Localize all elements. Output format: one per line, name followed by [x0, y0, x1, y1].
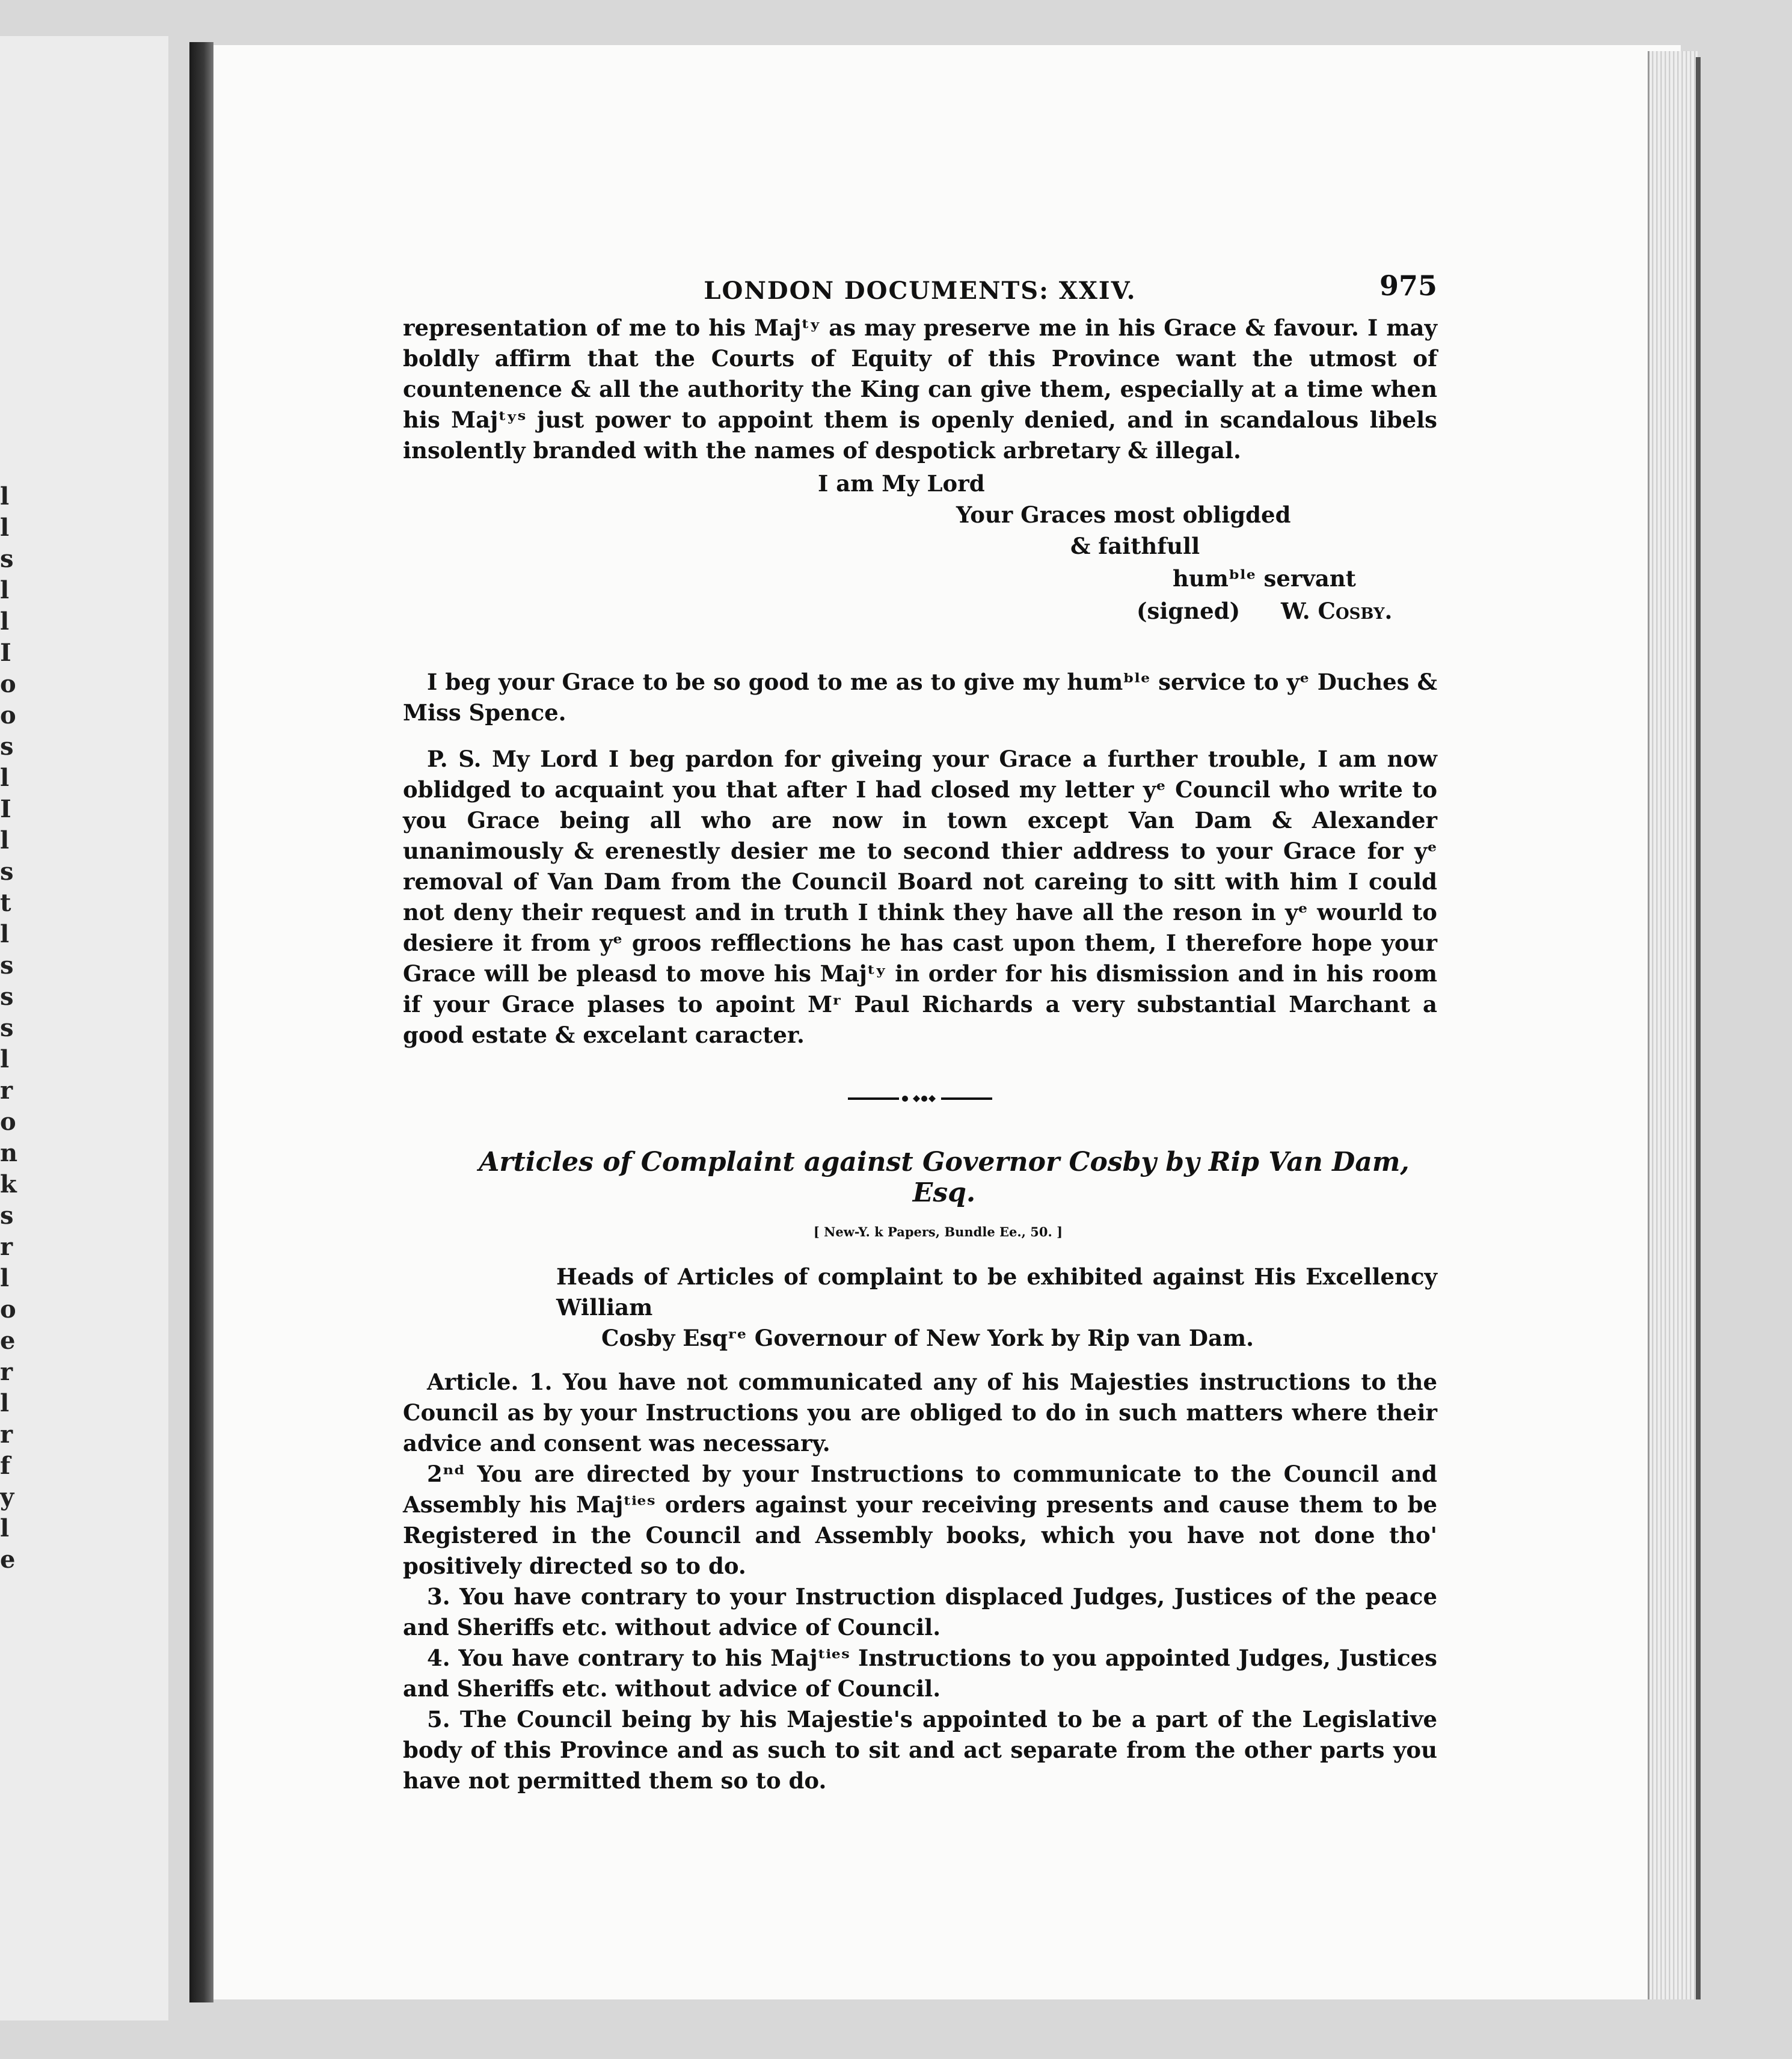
article-item: 4. You have contrary to his Majᵗⁱᵉˢ Instructions to you appointed Judges, Justices and Sheriffs etc. without advice of Council.	[403, 1645, 1437, 1702]
ornament-divider	[848, 1093, 992, 1105]
margin-char: r	[0, 1358, 13, 1386]
margin-char: o	[0, 1108, 16, 1136]
margin-char: l	[0, 920, 10, 948]
heads-line: Heads of Articles of complaint to be exhibited against His Excellency William	[556, 1263, 1437, 1321]
margin-char: t	[0, 889, 11, 917]
margin-char: s	[0, 951, 14, 980]
closing-line: Your Graces most obligded	[956, 502, 1291, 528]
margin-char: r	[0, 1233, 13, 1261]
margin-char: s	[0, 1014, 14, 1042]
margin-char: l	[0, 1045, 10, 1073]
margin-char: e	[0, 1545, 16, 1574]
closing-line: & faithfull	[1070, 533, 1200, 559]
margin-char: l	[0, 576, 10, 604]
margin-char: l	[0, 607, 10, 636]
margin-char: f	[0, 1452, 11, 1480]
book-outer-edge	[1696, 57, 1701, 1999]
article-item: 2ⁿᵈ You are directed by your Instructions to communicate to the Council and Assembly his Majᵗⁱᵉˢ orders against your receiving presents and cause them to be Registered in the Council and Assembly books, which you have not done tho' positively directed so to do.	[403, 1461, 1437, 1579]
margin-char: r	[0, 1420, 13, 1449]
margin-char: o	[0, 701, 16, 729]
margin-char: l	[0, 1514, 10, 1542]
margin-char: I	[0, 639, 11, 667]
heads-line: Cosby Esqʳᵉ Governour of New York by Rip van Dam.	[601, 1325, 1254, 1351]
margin-char: o	[0, 1295, 16, 1324]
margin-char: s	[0, 983, 14, 1011]
margin-char: s	[0, 732, 14, 761]
margin-char: o	[0, 670, 16, 698]
margin-char: n	[0, 1139, 18, 1167]
source-reference: [ New-Y. k Papers, Bundle Ee., 50. ]	[813, 1224, 1063, 1239]
margin-char: s	[0, 858, 14, 886]
letter-paragraph: I beg your Grace to be so good to me as to give my humᵇˡᵉ service to yᵉ Duches & Miss Spence.	[403, 669, 1437, 726]
previous-page-edge	[0, 36, 168, 2021]
signature-name: W. Cosby.	[1281, 598, 1393, 624]
postscript: P. S. My Lord I beg pardon for giveing your Grace a further trouble, I am now oblidged to acquaint you that after I had closed my letter yᵉ Council who write to you Grace being all who are now in town except Van Dam & Alexander unanimously & erenestly desier me to second thier address to your Grace for yᵉ removal of Van Dam from the Council Board not careing to sitt with him I could not deny their request and in truth I think they have all the reson in yᵉ wourld to desiere it from yᵉ groos refflections he has cast upon them, I therefore hope your Grace will be pleasd to move his Majᵗʸ in order for his dismission and in his room if your Grace plases to apoint Mʳ Paul Richards a very substantial Marchant a good estate & excelant caracter.	[403, 746, 1437, 1048]
article-item: 3. You have contrary to your Instruction displaced Judges, Justices of the peace and Sheriffs etc. without advice of Council.	[403, 1583, 1437, 1640]
page-number: 975	[1379, 269, 1437, 302]
margin-char: l	[0, 764, 10, 792]
book-spine	[189, 42, 213, 2002]
margin-char: r	[0, 1076, 13, 1105]
closing-line: I am My Lord	[818, 470, 985, 497]
margin-char: y	[0, 1483, 14, 1511]
margin-char: l	[0, 482, 10, 511]
heads-of-articles	[556, 1262, 1437, 1354]
closing-signed: (signed)	[1137, 598, 1241, 624]
margin-char: l	[0, 826, 10, 855]
margin-char: s	[0, 545, 14, 573]
article-item: Article. 1. You have not communicated any of his Majesties instructions to the Council as by your Instructions you are obliged to do in such matters where their advice and consent was necessary.	[403, 1369, 1437, 1456]
closing-line: humᵇˡᵉ servant	[1173, 565, 1356, 592]
margin-char: e	[0, 1327, 16, 1355]
page-stack-edge	[1648, 51, 1698, 1999]
running-head: LONDON DOCUMENTS: XXIV.	[704, 277, 1137, 305]
section-title: Articles of Complaint against Governor Cosby by Rip Van Dam, Esq.	[479, 1147, 1410, 1208]
letter-closing	[403, 468, 1437, 667]
margin-char: s	[0, 1201, 14, 1230]
article-item: 5. The Council being by his Majestie's appointed to be a part of the Legislative body of this Province and as such to sit and act separate from the other parts you have not permitted them so to do.	[403, 1706, 1437, 1794]
letter-paragraph: representation of me to his Majᵗʸ as may preserve me in his Grace & favour. I may boldly affirm that the Courts of Equity of this Province want the utmost of countenence & all the authority the King can give them, especially at a time when his Majᵗʸˢ just power to appoint them is openly denied, and in scandalous libels insolently branded with the names of despotick arbretary & illegal.	[403, 315, 1437, 464]
margin-char: l	[0, 1389, 10, 1417]
articles-list	[403, 1367, 1437, 1796]
margin-char: l	[0, 514, 10, 542]
page-header	[403, 271, 1437, 307]
margin-char: l	[0, 1264, 10, 1292]
previous-page-margin-text	[0, 481, 18, 1864]
margin-char: I	[0, 795, 11, 823]
margin-char: k	[0, 1170, 17, 1198]
page-content	[403, 271, 1437, 1796]
